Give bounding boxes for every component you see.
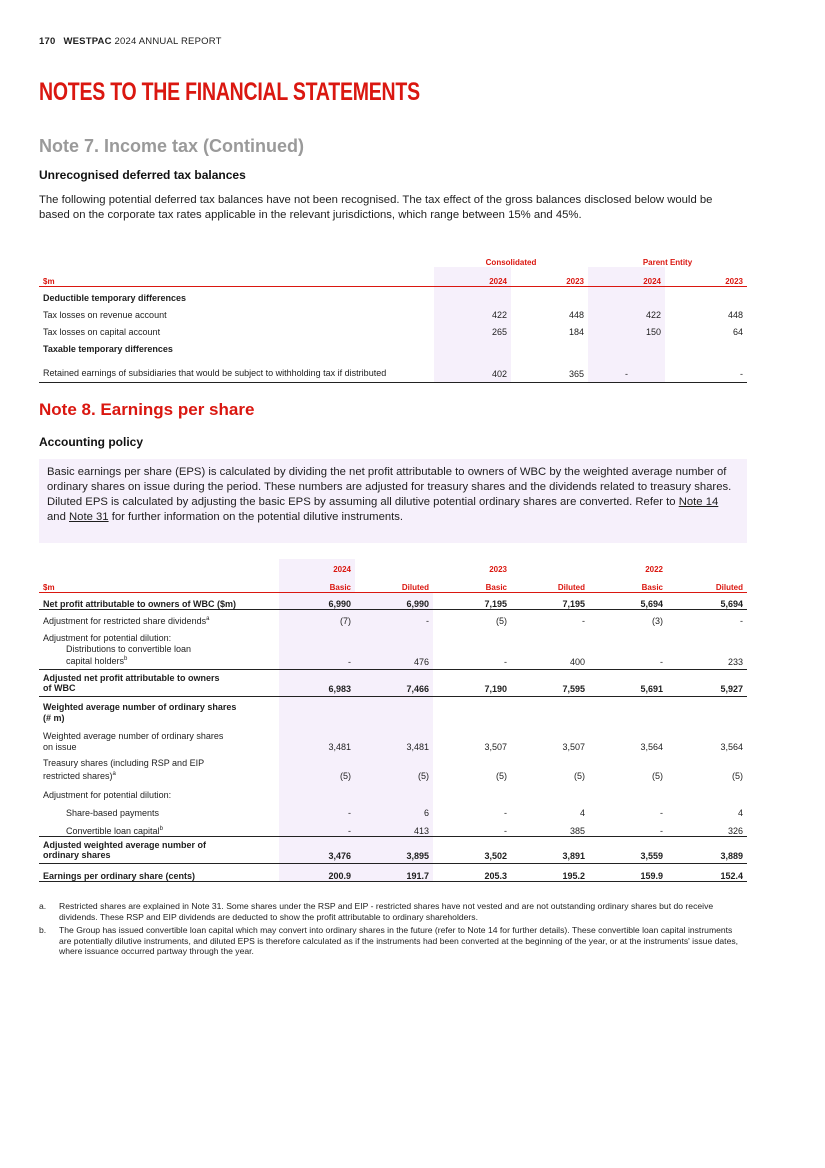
note7-subheading: Unrecognised deferred tax balances [39, 168, 246, 182]
page-header [39, 36, 222, 47]
table-row: Earnings per ordinary share (cents) 200.9 191.7 205.3 195.2 159.9 152.4 [39, 863, 747, 881]
table-row: Share-based payments - 6 - 4 - 4 [39, 800, 747, 818]
col-header: 2023 [511, 267, 588, 286]
note14-link[interactable]: Note 14 [678, 496, 719, 508]
table-row: Adjusted net profit attributable to owners of WBC 6,983 7,466 7,190 7,595 5,691 5,927 [39, 669, 747, 696]
col-header: 2024 [434, 267, 511, 286]
page-number: 170 [39, 36, 56, 47]
table-row: Adjustment for restricted share dividends$^a$ (7) - (5) - (3) - [39, 609, 747, 626]
section-heading: Taxable temporary differences [43, 344, 173, 354]
footnote-b: b. The Group has issued convertible loan capital which may convert into ordinary shares in the future (refer to Note 14 for further details). These convertible loan capital instruments are potentially dilutive instruments, and diluted EPS is therefore calculated as if the instruments had been converted at the beginning of the year, or at the instruments' issue dates, where issuance occurred partway through the year. [39, 925, 739, 956]
col-header: 2024 [588, 267, 665, 286]
note31-link[interactable]: Note 31 [69, 511, 109, 523]
page-title: NOTES TO THE FINANCIAL STATEMENTS [39, 78, 420, 106]
table-row: Convertible loan capital$^b$ - 413 - 385 - 326 [39, 818, 747, 836]
note8-heading: Note 8. Earnings per share [39, 400, 255, 419]
section-label: Adjustment for potential dilution: [43, 790, 172, 800]
table-row: Weighted average number of ordinary shares on issue 3,481 3,481 3,507 3,507 3,564 3,564 [39, 725, 747, 754]
note7-heading: Note 7. Income tax (Continued) [39, 136, 305, 156]
table-row: Net profit attributable to owners of WBC ($m) 6,990 6,990 7,195 7,195 5,694 5,694 [39, 592, 747, 609]
col-header: 2023 [665, 267, 747, 286]
note7-paragraph: The following potential deferred tax balances have not been recognised. The tax effect of the gross balances disclosed below would be based on the corporate tax rates applicable in the relevant jurisdictions, which range between 15% and 45%. [39, 194, 713, 221]
group-parent-entity: Parent Entity [642, 258, 693, 267]
eps-table: 2024 2023 2022 $m Basic Diluted Basic Diluted Basic Diluted Net profit attributable to owners of WBC ($m) 6,990 6,990 7,195 7,195 5,694 5,694 Adjustment for restricted share dividends$^a$ (7) - (5) - (3) - Adjustment for potential dilution: Distributions to convertible loan capital holders$^b$ - 476 - 400 - 233 Adjusted net profit attributable to owners of WBC 6,983 7,466 7,190 7,595 5,691 5,927 Weighted average number of ordinary shares (# m) Weighted average number of ordinary shares on issue 3,481 3,481 3,507 3,507 3,564 3,564 Treasury shares (including RSP and EIP restricted shares)$^a$ (5) (5) (5) (5) (5) (5) Adjustment for potential dilution: Share-based payments - 6 - 4 - 4 Convertible loan capital$^b$ - 413 - 385 - 326 Adjusted weighted average number of ordinary shares 3,476 3,895 3,502 3,891 3,559 3,889 Earnings per ordinary share (cents) 200.9 191.7 205.3 195.2 159.9 152.4 [39, 559, 747, 882]
table-row: Tax losses on capital account 265 184 150 64 [39, 320, 747, 337]
unit-header: $m [39, 267, 434, 286]
table-row: Treasury shares (including RSP and EIP restricted shares)$^a$ (5) (5) (5) (5) (5) (5) [39, 754, 747, 783]
year-header: 2022 [645, 565, 663, 574]
table-row: Retained earnings of subsidiaries that would be subject to withholding tax if distributed 402 365 - - [39, 354, 747, 382]
footnote-a: a. Restricted shares are explained in Note 31. Some shares under the RSP and EIP - restricted shares have not vested and are not outstanding ordinary shares but do receive dividends. These RSP and EIP dividends are deducted to show the profit attributable to ordinary shareholders. [39, 901, 714, 922]
group-consolidated: Consolidated [485, 258, 537, 267]
year-header: 2023 [489, 565, 507, 574]
section-label: Adjustment for potential dilution: [43, 633, 172, 643]
deferred-tax-table [39, 252, 747, 383]
accounting-policy-box: Basic earnings per share (EPS) is calculated by dividing the net profit attributable to owners of WBC by the weighted average number of ordinary shares on issue during the period. These numbers are adjusted for treasury shares and the dividends related to treasury shares. Diluted EPS is calculated by adjusting the basic EPS by assuming all dilutive potential ordinary shares are converted. Refer to Note 14 and Note 31 for further information on the potential dilutive instruments. [39, 459, 747, 543]
table-row: Adjusted weighted average number of ordinary shares 3,476 3,895 3,502 3,891 3,559 3,889 [39, 836, 747, 863]
table-row: Distributions to convertible loan capital holders$^b$ - 476 - 400 - 233 [39, 643, 747, 669]
table-row: Tax losses on revenue account 422 448 422 448 [39, 303, 747, 320]
brand-name: WESTPAC [63, 36, 112, 47]
report-name: 2024 ANNUAL REPORT [114, 36, 222, 47]
section-heading: Deductible temporary differences [43, 293, 187, 303]
note8-subheading: Accounting policy [39, 435, 144, 449]
year-header: 2024 [279, 559, 355, 574]
section-heading: Weighted average number of ordinary shares (# m) [43, 702, 237, 723]
unit-header: $m [39, 574, 279, 592]
